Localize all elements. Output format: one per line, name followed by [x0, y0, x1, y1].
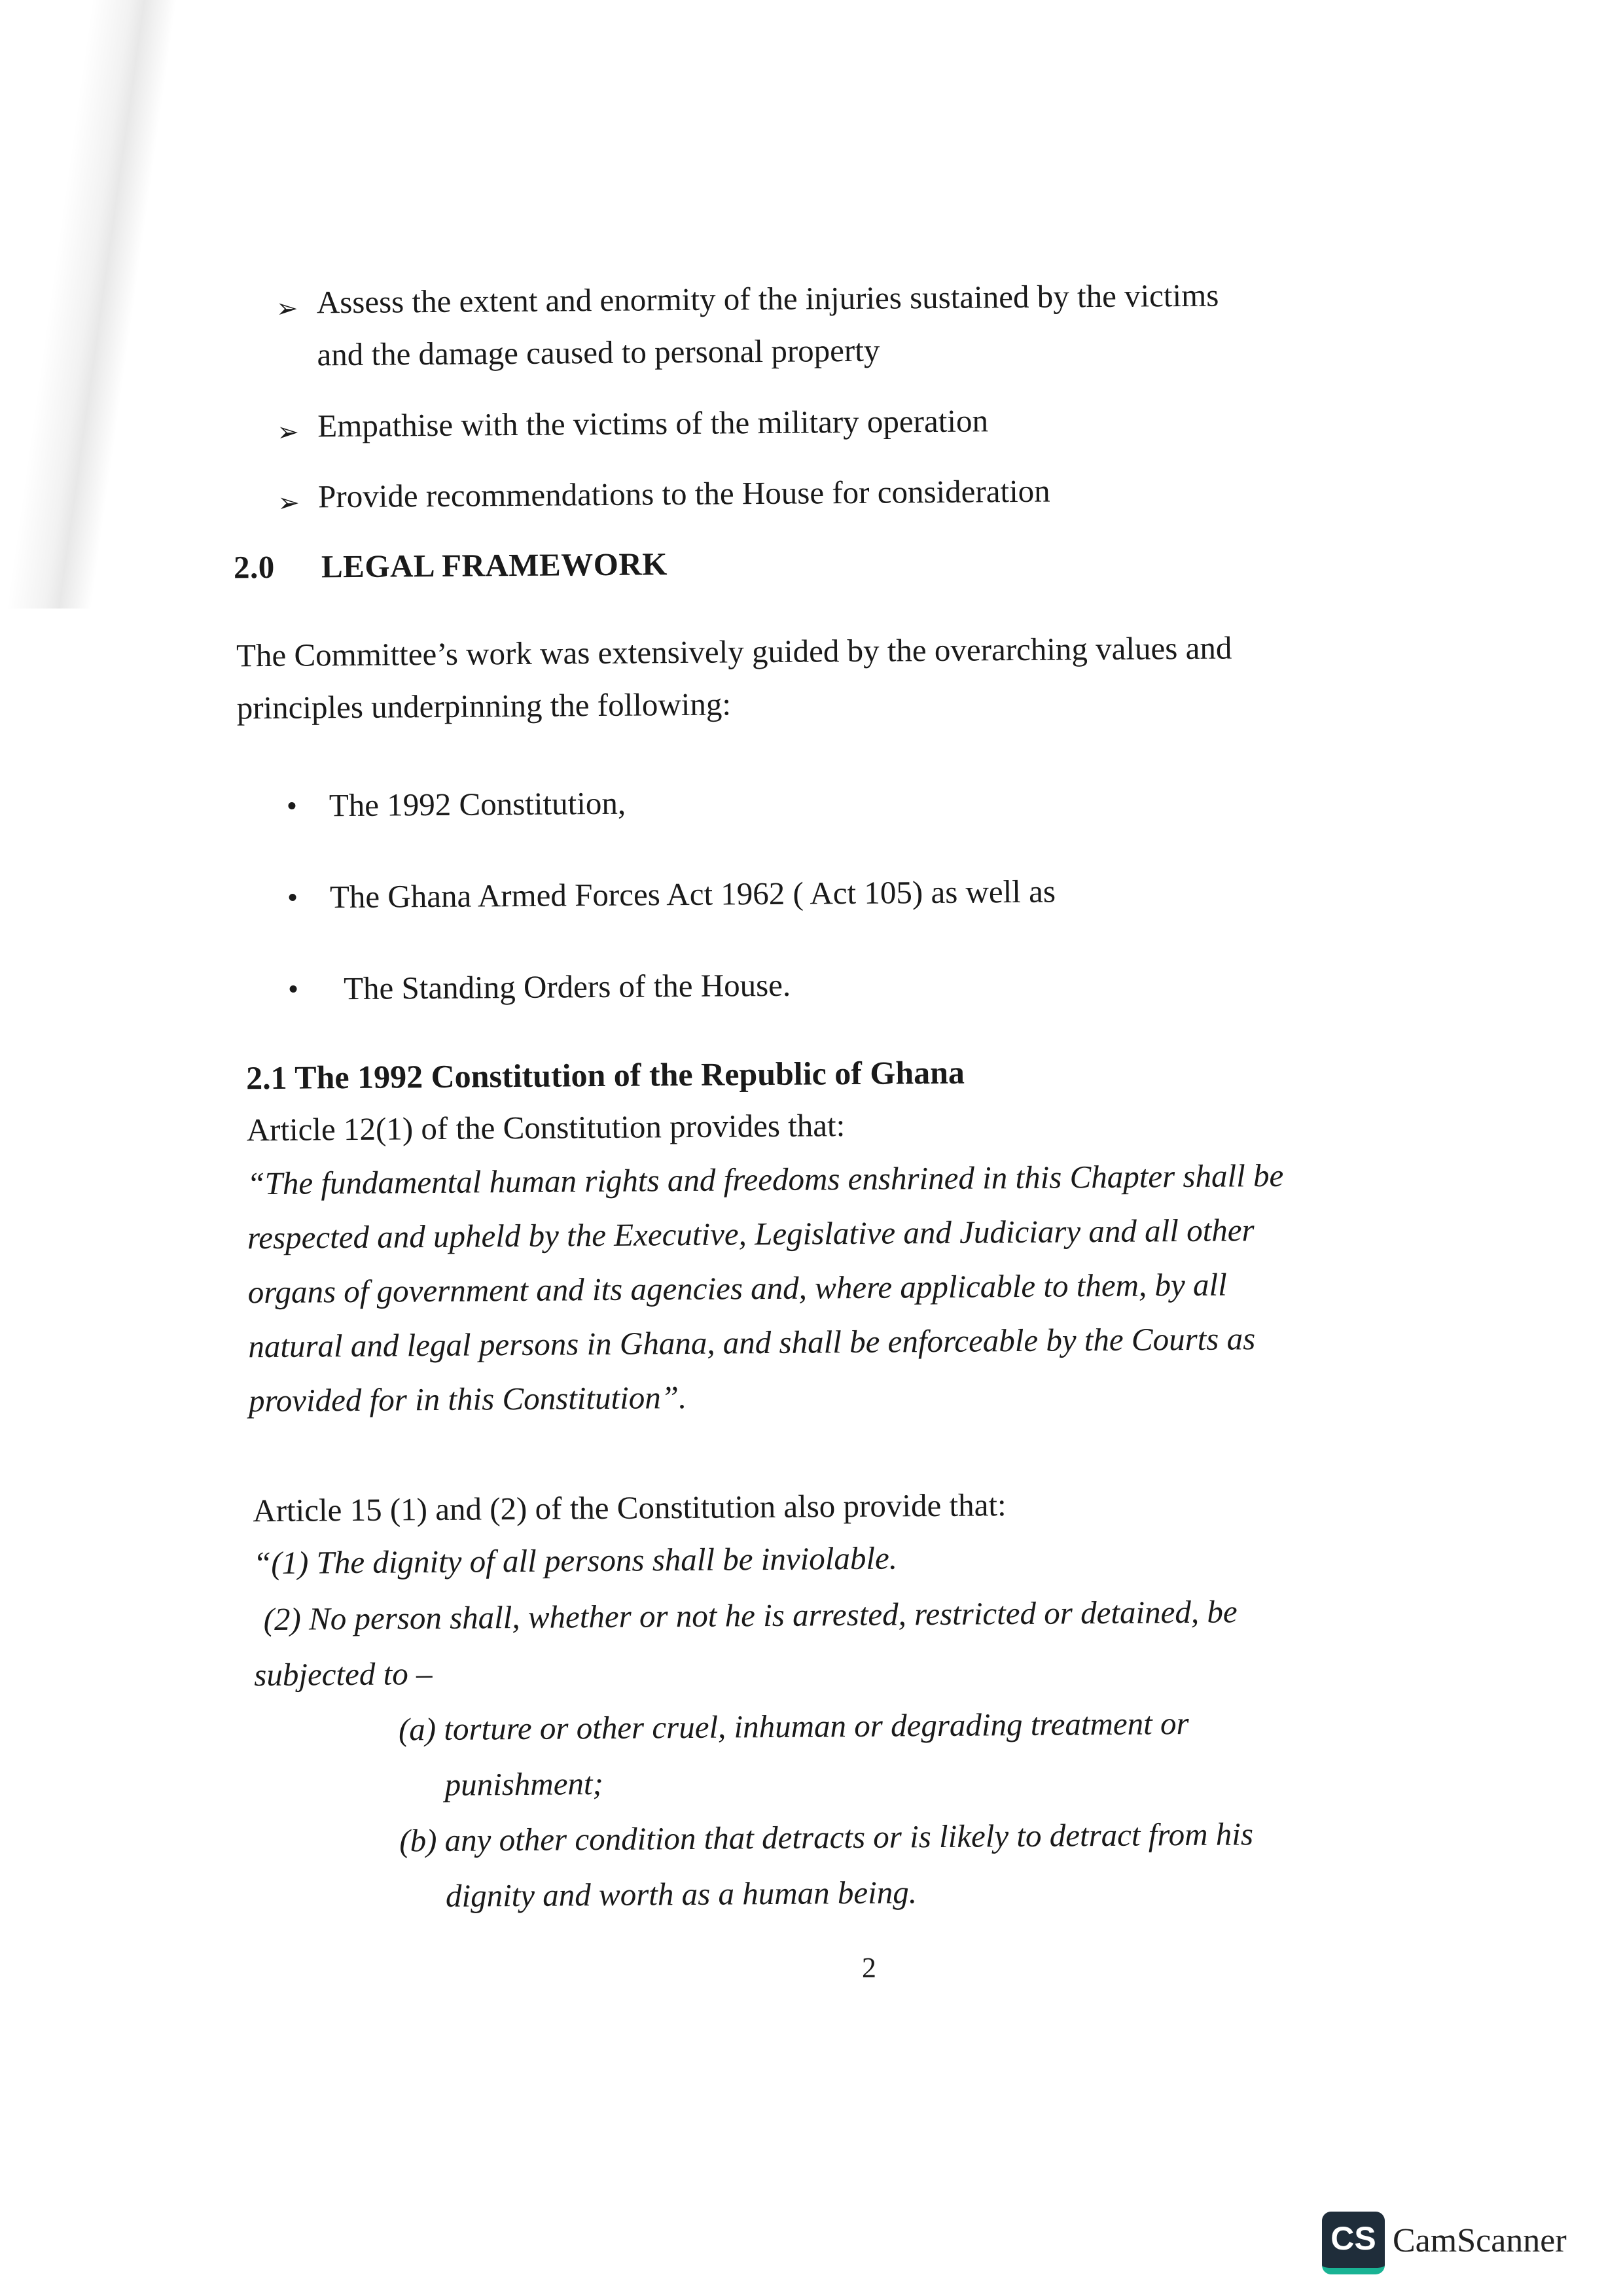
article-15-clause-2-line-2: subjected to –	[254, 1655, 433, 1693]
scan-edge-shadow	[6, 0, 177, 609]
section-number: 2.0	[233, 548, 275, 586]
intro-text: The Committee’s work was extensively guided by the overarching values and	[236, 629, 1232, 674]
arrow-bullet-icon: ➢	[277, 417, 300, 447]
article-15-clause-1: “(1) The dignity of all persons shall be inviolable.	[253, 1540, 898, 1581]
section-title: LEGAL FRAMEWORK	[321, 546, 668, 585]
arrow-bullet-icon: ➢	[277, 487, 300, 518]
camscanner-watermark-text: CamScanner	[1393, 2222, 1567, 2259]
article-12-quote-line-1: “The fundamental human rights and freedoms enshrined in this Chapter shall be	[247, 1157, 1284, 1202]
bullet-dot-icon: •	[287, 972, 299, 1006]
page-number: 2	[861, 1951, 877, 1984]
subclause-a-line-2: punishment;	[444, 1765, 604, 1803]
framework-item-2: The Ghana Armed Forces Act 1962 ( Act 105) as well as	[329, 873, 1056, 915]
objective-item-3: Provide recommendations to the House for consideration	[317, 472, 1050, 515]
objective-item-1-line-2: and the damage caused to personal property	[317, 332, 880, 373]
bullet-dot-icon: •	[286, 788, 298, 822]
framework-item-1: The 1992 Constitution,	[329, 785, 626, 824]
article-12-quote-line-4: natural and legal persons in Ghana, and shall be enforceable by the Courts as	[248, 1320, 1256, 1365]
intro-paragraph-line-2: principles underpinning the following:	[236, 686, 732, 726]
subsection-heading: 2.1 The 1992 Constitution of the Republic of Ghana	[245, 1053, 965, 1097]
article-12-quote-line-2: respected and upheld by the Executive, Legislative and Judiciary and all other	[247, 1212, 1255, 1256]
subclause-b-line-1: (b) any other condition that detracts or is likely to detract from his	[399, 1816, 1254, 1859]
article-12-quote-line-5: provided for in this Constitution”.	[248, 1379, 687, 1419]
article-15-clause-2-line-1: (2) No person shall, whether or not he is arrested, restricted or detained, be	[263, 1593, 1238, 1638]
arrow-bullet-icon: ➢	[276, 293, 298, 323]
subclause-b-line-2: dignity and worth as a human being.	[445, 1874, 918, 1914]
intro-paragraph-line-1	[236, 621, 1382, 682]
framework-item-3: The Standing Orders of the House.	[343, 966, 791, 1007]
article-12-intro: Article 12(1) of the Constitution provides that:	[246, 1107, 846, 1148]
article-12-quote-line-3: organs of government and its agencies and, where applicable to them, by all	[247, 1266, 1227, 1311]
camscanner-logo: CS	[1322, 2212, 1385, 2274]
objective-item-1-line-1: Assess the extent and enormity of the injuries sustained by the victims	[316, 277, 1219, 321]
bullet-dot-icon: •	[287, 880, 298, 914]
article-15-intro: Article 15 (1) and (2) of the Constitution also provide that:	[253, 1487, 1007, 1529]
subclause-a-line-1: (a) torture or other cruel, inhuman or degrading treatment or	[398, 1704, 1189, 1748]
objective-item-2: Empathise with the victims of the military operation	[317, 402, 989, 444]
